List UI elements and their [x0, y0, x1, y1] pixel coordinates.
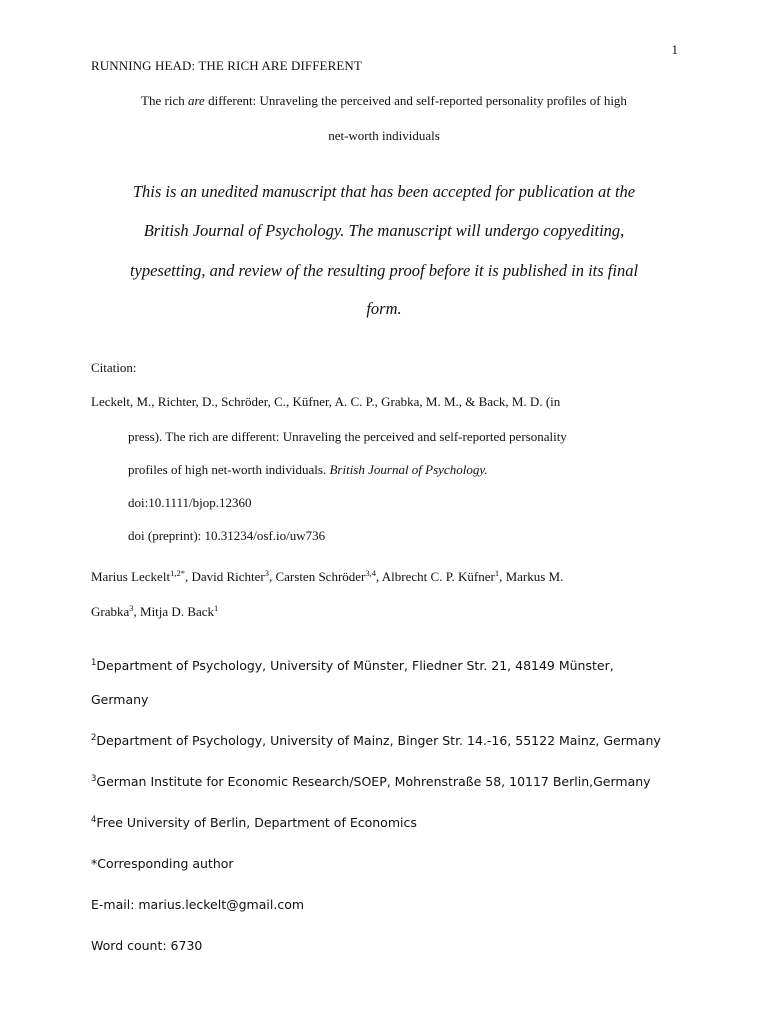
- author-name: David Richter: [191, 569, 265, 584]
- affiliation-number: 4: [91, 815, 97, 825]
- affiliation-text: Department of Psychology, University of Mainz, Binger Str. 14.-16, 55122 Mainz, Germany: [96, 733, 661, 748]
- affiliation-text: German Institute for Economic Research/SOEP, Mohrenstraße 58, 10117 Berlin,Germany: [96, 774, 651, 789]
- affiliation-number: 1: [91, 658, 97, 668]
- citation-label: Citation:: [91, 360, 137, 375]
- author-affiliation-mark: 1: [214, 603, 219, 613]
- page-number: 1: [671, 42, 678, 57]
- author-list-line-2: [91, 604, 218, 620]
- contact-email[interactable]: E-mail: marius.leckelt@gmail.com: [91, 897, 305, 912]
- affiliation-1-continued: Germany: [91, 692, 149, 707]
- manuscript-notice-line-4: form.: [366, 299, 402, 318]
- manuscript-notice-line-1: This is an unedited manuscript that has been accepted for publication at the: [132, 182, 636, 201]
- author-name: Mitja D. Back: [140, 604, 215, 619]
- affiliation-text: Department of Psychology, University of Münster, Fliedner Str. 21, 48149 Münster,: [96, 658, 614, 673]
- citation-line-3: [128, 462, 488, 478]
- author-name: Marius Leckelt: [91, 569, 171, 584]
- author-separator: ,: [376, 569, 382, 584]
- affiliation-text: Free University of Berlin, Department of Economics: [96, 815, 417, 830]
- author-affiliation-mark: 3: [129, 603, 134, 613]
- title-emphasis: are: [187, 93, 205, 108]
- affiliation-2: [91, 733, 661, 749]
- citation-doi[interactable]: doi:10.1111/bjop.12360: [128, 495, 252, 510]
- author-affiliation-mark: 1: [494, 568, 500, 578]
- author-affiliation-mark: 3: [264, 568, 269, 578]
- author-separator: ,: [268, 569, 276, 584]
- citation-line-1: Leckelt, M., Richter, D., Schröder, C., Küfner, A. C. P., Grabka, M. M., & Back, M. D. (in: [91, 394, 561, 409]
- author-name: Albrecht C. P. Küfner: [381, 569, 495, 584]
- affiliation-1: [91, 658, 614, 674]
- affiliation-3: [91, 774, 651, 790]
- author-separator: ,: [184, 569, 192, 584]
- author-affiliation-mark: 1,2*: [170, 568, 185, 578]
- manuscript-notice-line-2: British Journal of Psychology. The manuscript will undergo copyediting,: [143, 221, 625, 240]
- citation-line-2: press). The rich are different: Unraveling the perceived and self-reported personality: [128, 429, 567, 444]
- title-part-3: different: Unraveling the perceived and self-reported personality profiles of high: [204, 93, 627, 108]
- corresponding-author-note: *Corresponding author: [91, 856, 234, 871]
- author-name: Carsten Schröder: [275, 569, 366, 584]
- affiliation-4: [91, 815, 417, 831]
- author-name: Grabka: [91, 604, 130, 619]
- title-part-1: The rich: [141, 93, 188, 108]
- citation-title-end: profiles of high net-worth individuals.: [128, 462, 330, 477]
- affiliation-number: 2: [91, 733, 97, 743]
- word-count: Word count: 6730: [91, 938, 203, 953]
- affiliation-number: 3: [91, 774, 97, 784]
- author-affiliation-mark: 3,4: [365, 568, 376, 578]
- citation-preprint-doi[interactable]: doi (preprint): 10.31234/osf.io/uw736: [128, 528, 326, 543]
- paper-title-line-1: [0, 93, 768, 109]
- author-list-line-1: [91, 569, 563, 585]
- journal-name: British Journal of Psychology.: [329, 462, 488, 477]
- author-separator: ,: [499, 569, 506, 584]
- manuscript-notice-line-3: typesetting, and review of the resulting proof before it is published in its final: [129, 261, 639, 280]
- paper-title-line-2: net-worth individuals: [328, 128, 440, 143]
- running-head: RUNNING HEAD: THE RICH ARE DIFFERENT: [91, 58, 362, 73]
- author-name: Markus M.: [505, 569, 564, 584]
- author-separator: ,: [133, 604, 141, 619]
